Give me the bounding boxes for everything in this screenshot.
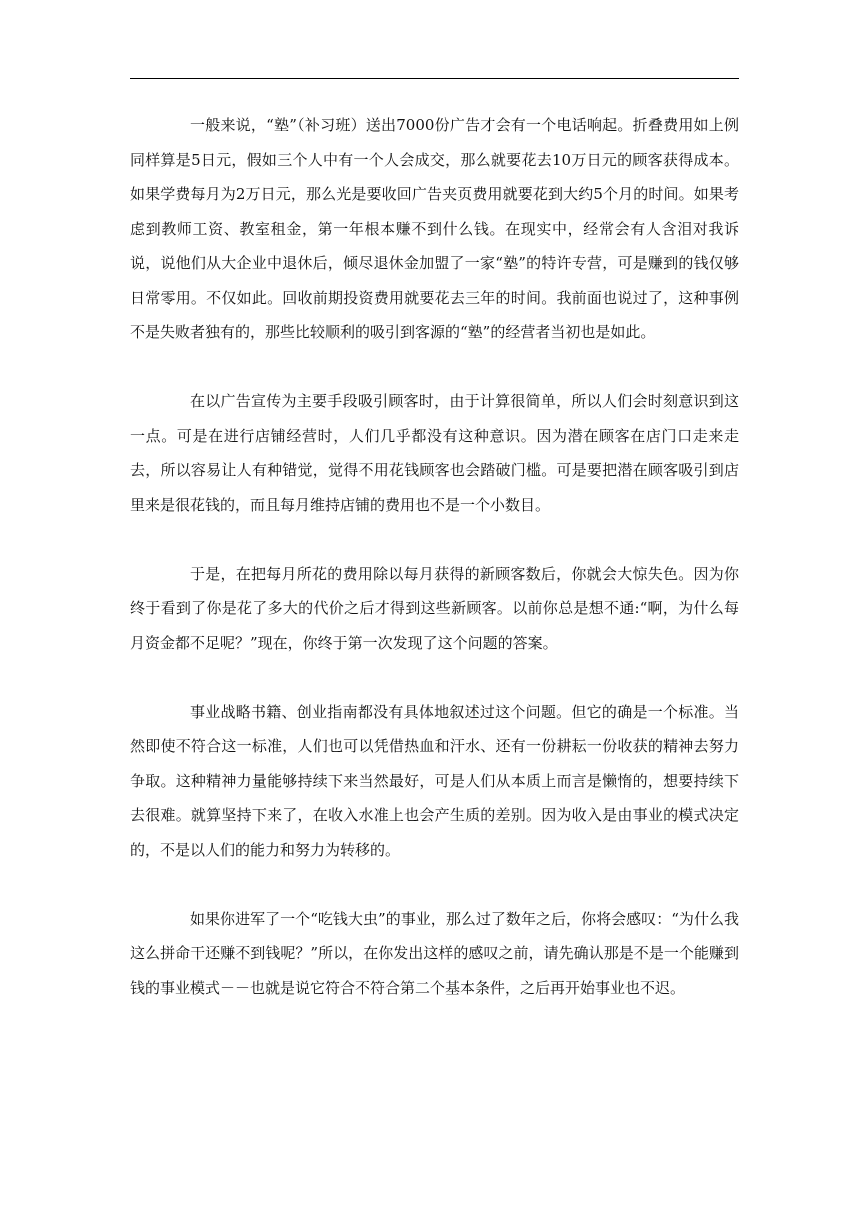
document-body: [130, 108, 739, 1005]
paragraph-4: 事业战略书籍、创业指南都没有具体地叙述过这个问题。但它的确是一个标准。当然即使不符合这一标准，人们也可以凭借热血和汗水、还有一份耕耘一份收获的精神去努力争取。这种精神力量能够持续下来当然最好，可是人们从本质上而言是懒惰的，想要持续下去很难。就算坚持下来了，在收入水准上也会产生质的差别。因为收入是由事业的模式决定的，不是以人们的能力和努力为转移的。: [130, 702, 739, 859]
paragraph-5: 如果你进军了一个“吃钱大虫”的事业，那么过了数年之后，你将会感叹：“为什么我这么拼命干还赚不到钱呢？”所以，在你发出这样的感叹之前，请先确认那是不是一个能赚到钱的事业模式－－也就是说它符合不符合第二个基本条件，之后再开始事业也不迟。: [130, 909, 739, 997]
header-rule: [130, 78, 739, 79]
paragraph-2: 在以广告宣传为主要手段吸引顾客时，由于计算很简单，所以人们会时刻意识到这一点。可是在进行店铺经营时，人们几乎都没有这种意识。因为潜在顾客在店门口走来走去，所以容易让人有种错觉，觉得不用花钱顾客也会踏破门槛。可是要把潜在顾客吸引到店里来是很花钱的，而且每月维持店铺的费用也不是一个小数目。: [130, 392, 739, 514]
paragraph-1: 一般来说，“塾”（补习班）送出7000份广告才会有一个电话响起。折叠费用如上例同样算是5日元，假如三个人中有一个人会成交，那么就要花去10万日元的顾客获得成本。如果学费每月为2万日元，那么光是要收回广告夹页费用就要花到大约5个月的时间。如果考虑到教师工资、教室租金，第一年根本赚不到什么钱。在现实中，经常会有人含泪对我诉说，说他们从大企业中退休后，倾尽退休金加盟了一家“塾”的特许专营，可是赚到的钱仅够日常零用。不仅如此。回收前期投资费用就要花去三年的时间。我前面也说过了，这种事例不是失败者独有的，那些比较顺利的吸引到客源的“塾”的经营者当初也是如此。: [130, 116, 739, 341]
paragraph-3: 于是，在把每月所花的费用除以每月获得的新顾客数后，你就会大惊失色。因为你终于看到了你是花了多大的代价之后才得到这些新顾客。以前你总是想不通:“啊，为什么每月资金都不足呢？”现在，你终于第一次发现了这个问题的答案。: [130, 564, 739, 652]
